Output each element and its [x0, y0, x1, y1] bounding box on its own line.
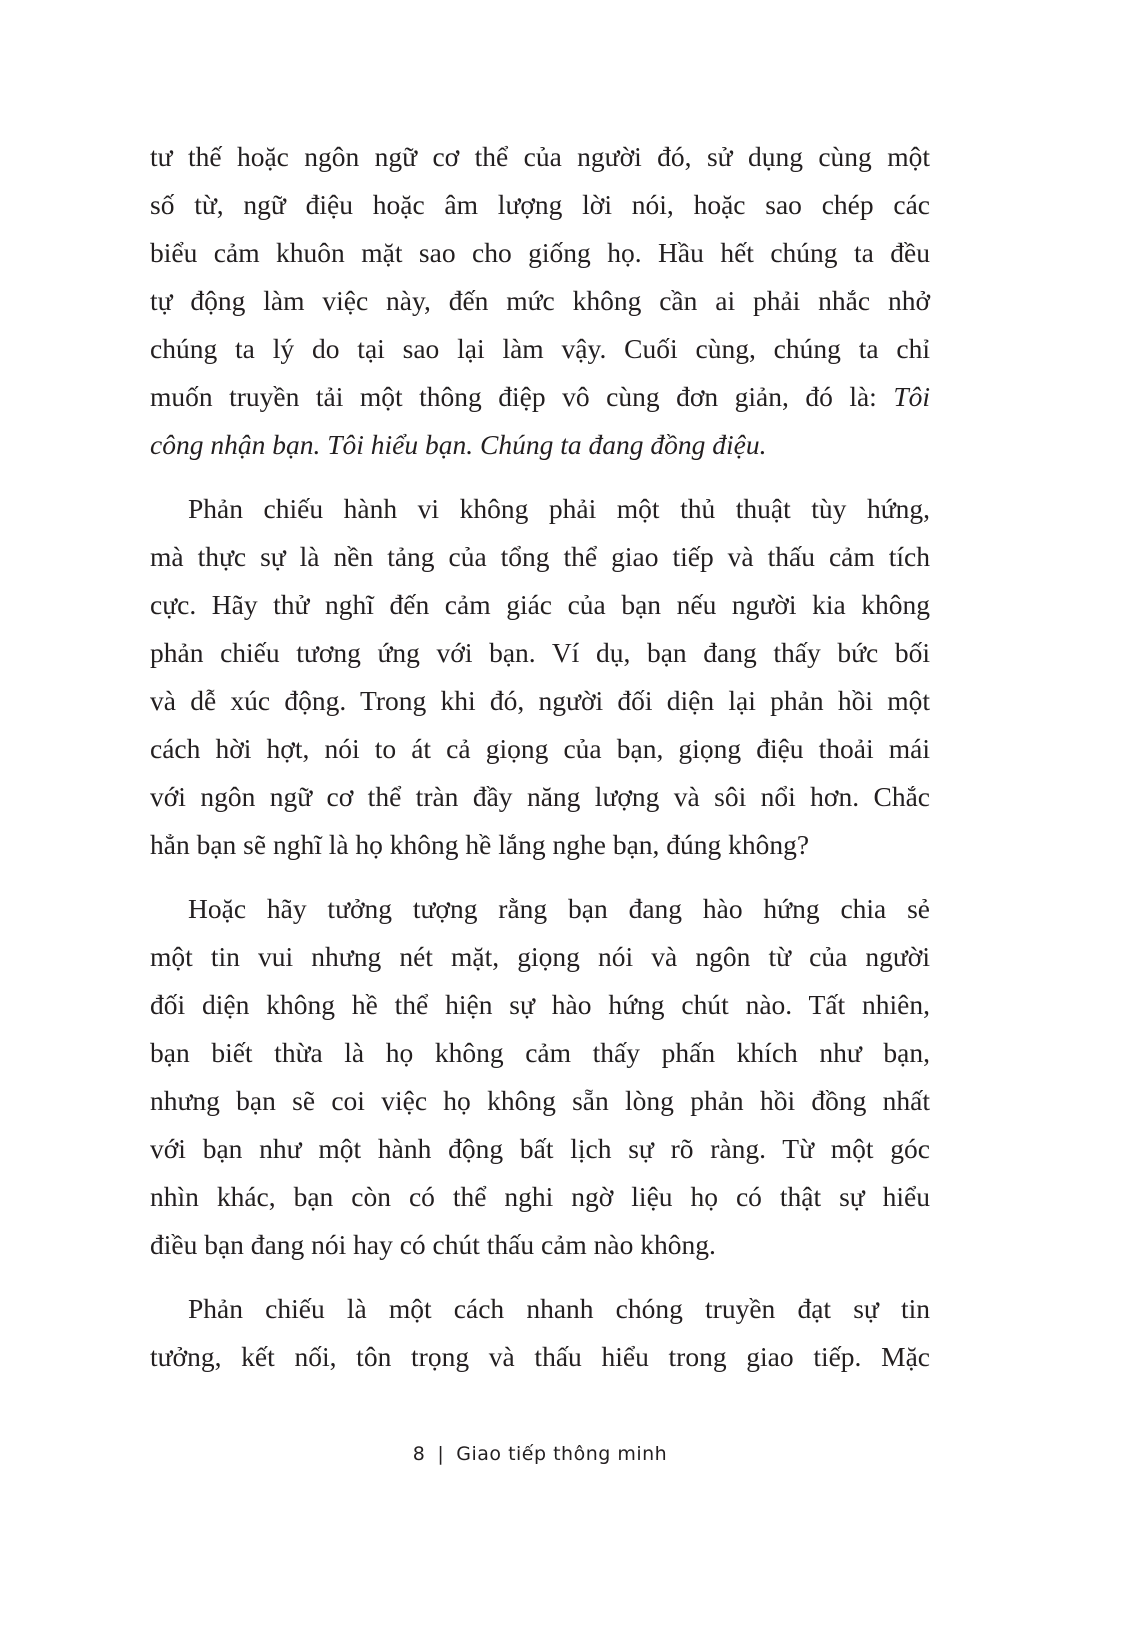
text-line: Phản chiếu hành vi không phải một thủ thuật tùy hứng,	[188, 493, 930, 524]
text-line: cách hời hợt, nói to át cả giọng của bạn, giọng điệu thoải mái	[150, 733, 930, 764]
paragraph-3	[150, 885, 930, 1269]
text-line: và dễ xúc động. Trong khi đó, người đối diện lại phản hồi một	[150, 685, 930, 716]
paragraph-2	[150, 485, 930, 869]
book-title: Giao tiếp thông minh	[456, 1443, 668, 1465]
text-line: Phản chiếu là một cách nhanh chóng truyền đạt sự tin	[188, 1293, 930, 1324]
text-line: tư thế hoặc ngôn ngữ cơ thể của người đó, sử dụng cùng một	[150, 141, 930, 172]
text-line: một tin vui nhưng nét mặt, giọng nói và ngôn từ của người	[150, 941, 930, 972]
text-line: với ngôn ngữ cơ thể tràn đầy năng lượng và sôi nổi hơn. Chắc	[150, 781, 930, 812]
text-line: với bạn như một hành động bất lịch sự rõ ràng. Từ một góc	[150, 1133, 930, 1164]
paragraph-1	[150, 133, 930, 469]
text-line	[150, 373, 930, 421]
text-line: biểu cảm khuôn mặt sao cho giống họ. Hầu hết chúng ta đều	[150, 237, 930, 268]
text-line: Hoặc hãy tưởng tượng rằng bạn đang hào hứng chia sẻ	[188, 893, 930, 924]
text-line: cực. Hãy thử nghĩ đến cảm giác của bạn nếu người kia không	[150, 589, 930, 620]
italic-text: Tôi	[893, 381, 930, 412]
footer-separator: |	[437, 1443, 445, 1465]
paragraph-4	[150, 1285, 930, 1381]
body-text	[150, 133, 930, 1397]
text-line: mà thực sự là nền tảng của tổng thể giao tiếp và thấu cảm tích	[150, 541, 930, 572]
page-number: 8	[412, 1443, 426, 1465]
italic-text-line: công nhận bạn. Tôi hiểu bạn. Chúng ta đang đồng điệu.	[150, 429, 767, 460]
text-line: nhưng bạn sẽ coi việc họ không sẵn lòng phản hồi đồng nhất	[150, 1085, 930, 1116]
text-segment: muốn truyền tải một thông điệp vô cùng đơn giản, đó là:	[150, 381, 877, 412]
text-line: điều bạn đang nói hay có chút thấu cảm nào không.	[150, 1229, 716, 1260]
text-line: số từ, ngữ điệu hoặc âm lượng lời nói, hoặc sao chép các	[150, 189, 930, 220]
text-line: tự động làm việc này, đến mức không cần ai phải nhắc nhở	[150, 285, 930, 316]
page-footer	[0, 1443, 1080, 1465]
text-line: bạn biết thừa là họ không cảm thấy phấn khích như bạn,	[150, 1037, 930, 1068]
text-line: phản chiếu tương ứng với bạn. Ví dụ, bạn đang thấy bức bối	[150, 637, 930, 668]
text-line: hẳn bạn sẽ nghĩ là họ không hề lắng nghe bạn, đúng không?	[150, 829, 810, 860]
text-line: tưởng, kết nối, tôn trọng và thấu hiểu trong giao tiếp. Mặc	[150, 1341, 930, 1372]
text-line: chúng ta lý do tại sao lại làm vậy. Cuối cùng, chúng ta chỉ	[150, 333, 930, 364]
text-line: nhìn khác, bạn còn có thể nghi ngờ liệu họ có thật sự hiểu	[150, 1181, 930, 1212]
text-line: đối diện không hề thể hiện sự hào hứng chút nào. Tất nhiên,	[150, 989, 930, 1020]
